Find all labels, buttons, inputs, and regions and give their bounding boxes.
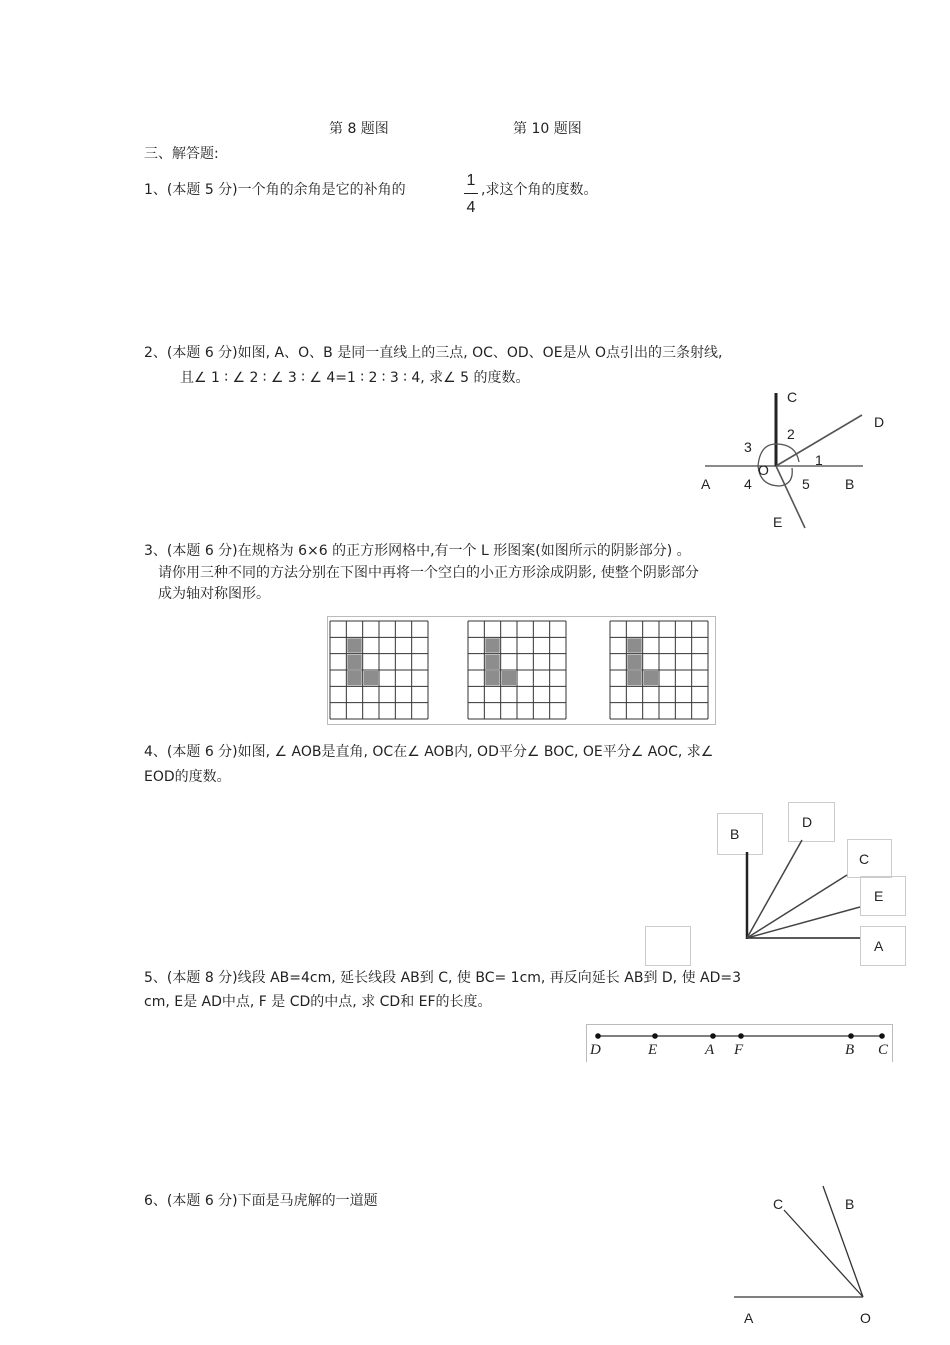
shaded-cell [485, 671, 499, 685]
q5-text-line1: 5、(本题 8 分)线段 AB=4cm, 延长线段 AB到 C, 使 BC= 1cm, 再反向延长 AB到 D, 使 AD=3 [144, 970, 742, 986]
q5-point-A: A [705, 1042, 715, 1058]
q2-label-O: O [758, 462, 769, 478]
shaded-cell [347, 671, 361, 685]
q6-label-O: O [860, 1310, 871, 1326]
q2-label-1: 1 [815, 452, 823, 468]
caption-fig10: 第 10 题图 [513, 121, 582, 137]
q1-fraction-denominator: 4 [466, 199, 476, 216]
q5-point-F: F [734, 1042, 744, 1058]
q4-label-E: E [874, 888, 884, 904]
shaded-cell [627, 638, 641, 652]
q3-grid-1[interactable] [330, 621, 428, 719]
q3-text-line2: 请你用三种不同的方法分别在下图中再将一个空白的小正方形涂成阴影, 使整个阴影部分 [158, 565, 699, 581]
shaded-cell [644, 671, 658, 685]
q5-text-line2: cm, E是 AD中点, F 是 CD的中点, 求 CD和 EF的长度。 [144, 994, 492, 1010]
q2-label-C: C [787, 389, 798, 405]
q6-label-C: C [773, 1196, 784, 1212]
q4-label-D: D [802, 814, 813, 830]
shaded-cell [627, 655, 641, 669]
q4-label-A: A [874, 938, 884, 954]
q6-text-line1: 6、(本题 6 分)下面是马虎解的一道题 [144, 1193, 378, 1209]
q4-text-line1: 4、(本题 6 分)如图, ∠ AOB是直角, OC在∠ AOB内, OD平分∠ BOC, OE平分∠ AOC, 求∠ [144, 744, 714, 760]
q1-text-prefix: 1、(本题 5 分)一个角的余角是它的补角的 [144, 182, 406, 198]
shaded-cell [485, 638, 499, 652]
shaded-cell [347, 655, 361, 669]
q2-label-D: D [874, 414, 885, 430]
q5-point-E: E [648, 1042, 658, 1058]
q2-label-3: 3 [744, 439, 752, 455]
q3-text-line1: 3、(本题 6 分)在规格为 6×6 的正方形网格中,有一个 L 形图案(如图所示的阴影部分) 。 [144, 543, 691, 559]
q4-text-line2: EOD的度数。 [144, 769, 231, 785]
q4-figure [740, 832, 870, 942]
q2-figure [700, 389, 900, 532]
q2-label-2: 2 [787, 426, 795, 442]
q5-point-D: D [590, 1042, 601, 1058]
q2-label-4: 4 [744, 476, 752, 492]
shaded-cell [502, 671, 516, 685]
shaded-cell [347, 638, 361, 652]
q2-label-5: 5 [802, 476, 810, 492]
q2-label-E: E [773, 514, 783, 530]
q2-text-line1: 2、(本题 6 分)如图, A、O、B 是同一直线上的三点, OC、OD、OE是从 O点引出的三条射线, [144, 345, 723, 361]
q1-fraction-bar [464, 193, 478, 194]
q5-point-B: B [845, 1042, 855, 1058]
q3-grid-3[interactable] [610, 621, 708, 719]
q4-label-B: B [730, 826, 740, 842]
shaded-cell [485, 655, 499, 669]
q2-label-A: A [701, 476, 711, 492]
q5-point-C: C [878, 1042, 889, 1058]
shaded-cell [364, 671, 378, 685]
q2-label-B: B [845, 476, 855, 492]
q6-label-A: A [744, 1310, 754, 1326]
caption-fig8: 第 8 题图 [329, 121, 389, 137]
q4-empty-box [645, 926, 691, 966]
q2-text-line2: 且∠ 1 ∶ ∠ 2 ∶ ∠ 3 ∶ ∠ 4=1 ∶ 2 ∶ 3 ∶ 4, 求∠ 5 的度数。 [180, 370, 530, 386]
q6-label-B: B [845, 1196, 855, 1212]
q4-label-C: C [859, 851, 870, 867]
q1-fraction-numerator: 1 [466, 172, 476, 189]
q3-text-line3: 成为轴对称图形。 [158, 586, 270, 602]
q3-grid-2[interactable] [468, 621, 566, 719]
q1-text-suffix: ,求这个角的度数。 [481, 182, 598, 198]
section-title: 三、解答题: [144, 146, 219, 162]
shaded-cell [627, 671, 641, 685]
